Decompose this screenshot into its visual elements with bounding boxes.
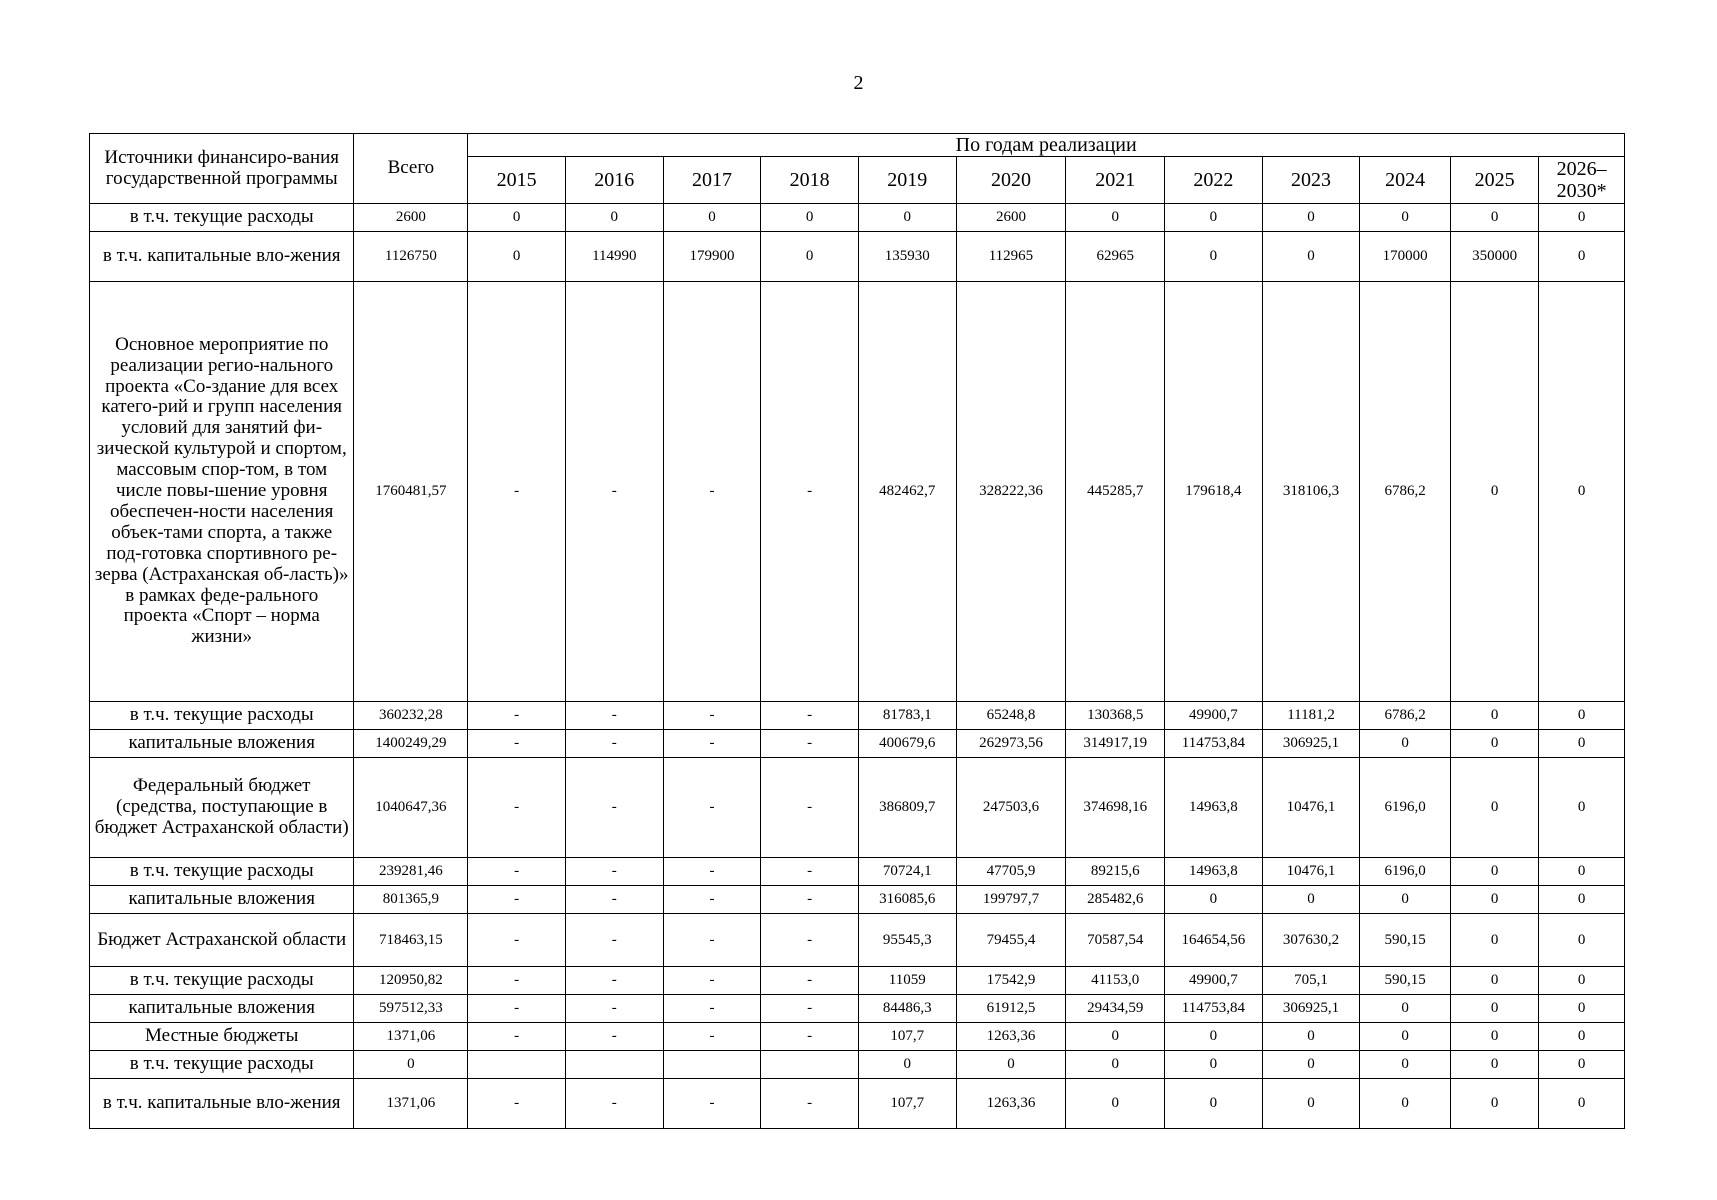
cell-value: 314917,19 — [1066, 730, 1165, 758]
cell-value: 49900,7 — [1165, 967, 1263, 995]
cell-value: 285482,6 — [1066, 886, 1165, 914]
header-total: Всего — [354, 134, 468, 204]
header-years-group: По годам реализации — [468, 134, 1625, 157]
row-total: 1126750 — [354, 232, 468, 282]
cell-value: 306925,1 — [1262, 730, 1360, 758]
cell-value: 29434,59 — [1066, 995, 1165, 1023]
cell-value: - — [761, 886, 859, 914]
cell-value: 0 — [1539, 1051, 1625, 1079]
cell-value: - — [761, 1079, 859, 1129]
cell-value: 386809,7 — [858, 758, 956, 858]
cell-value: - — [468, 730, 566, 758]
cell-value: 0 — [1539, 702, 1625, 730]
cell-value: - — [468, 1079, 566, 1129]
cell-value: 10476,1 — [1262, 758, 1360, 858]
row-label: капитальные вложения — [90, 730, 354, 758]
cell-value: 11059 — [858, 967, 956, 995]
cell-value: 307630,2 — [1262, 914, 1360, 967]
table-row — [90, 282, 1625, 702]
row-total: 0 — [354, 1051, 468, 1079]
cell-value: 6786,2 — [1360, 282, 1451, 702]
cell-value: 0 — [1539, 758, 1625, 858]
row-label: капитальные вложения — [90, 886, 354, 914]
cell-value: 0 — [1539, 995, 1625, 1023]
cell-value: 0 — [1539, 858, 1625, 886]
cell-value: 0 — [663, 204, 761, 232]
cell-value: 164654,56 — [1165, 914, 1263, 967]
cell-value: 0 — [1165, 886, 1263, 914]
cell-value: 705,1 — [1262, 967, 1360, 995]
header-year: 2022 — [1165, 157, 1263, 204]
cell-value: 0 — [1165, 1051, 1263, 1079]
cell-value — [468, 1051, 566, 1079]
cell-value: 0 — [1360, 1079, 1451, 1129]
cell-value: 14963,8 — [1165, 858, 1263, 886]
cell-value: 350000 — [1450, 232, 1538, 282]
header-source: Источники финансиро-вания государственной программы — [90, 134, 354, 204]
row-total: 1760481,57 — [354, 282, 468, 702]
row-total: 597512,33 — [354, 995, 468, 1023]
cell-value: - — [663, 914, 761, 967]
cell-value: 0 — [468, 204, 566, 232]
table-row — [90, 858, 1625, 886]
cell-value: 11181,2 — [1262, 702, 1360, 730]
cell-value: - — [663, 1079, 761, 1129]
table-row — [90, 967, 1625, 995]
financing-table — [89, 133, 1625, 1129]
cell-value: 0 — [1450, 914, 1538, 967]
cell-value: 114753,84 — [1165, 730, 1263, 758]
header-year: 2020 — [956, 157, 1066, 204]
header-year: 2023 — [1262, 157, 1360, 204]
cell-value: 135930 — [858, 232, 956, 282]
cell-value: - — [761, 967, 859, 995]
cell-value: 6196,0 — [1360, 858, 1451, 886]
cell-value: 0 — [1539, 282, 1625, 702]
cell-value: - — [468, 282, 566, 702]
cell-value: 0 — [1066, 1079, 1165, 1129]
cell-value: 130368,5 — [1066, 702, 1165, 730]
cell-value: 445285,7 — [1066, 282, 1165, 702]
table-row — [90, 204, 1625, 232]
cell-value: 482462,7 — [858, 282, 956, 702]
cell-value: - — [468, 858, 566, 886]
row-label: в т.ч. капитальные вло-жения — [90, 232, 354, 282]
cell-value: 0 — [1165, 1079, 1263, 1129]
cell-value: 0 — [1262, 1079, 1360, 1129]
cell-value: 84486,3 — [858, 995, 956, 1023]
cell-value: 0 — [1360, 1023, 1451, 1051]
row-label: Основное мероприятие по реализации регио-нального проекта «Со-здание для всех катего-рий и групп населения условий для занятий фи-зической культурой и спортом, массовым спор-том, в том числе повы-шение уровня обеспечен-ности населения объек-тами спорта, а также под-готовка спортивного ре-зерва (Астраханская об-ласть)» в рамках феде-рального проекта «Спорт – норма жизни» — [90, 282, 354, 702]
cell-value: - — [468, 886, 566, 914]
table-row — [90, 730, 1625, 758]
cell-value: 179900 — [663, 232, 761, 282]
cell-value: 400679,6 — [858, 730, 956, 758]
cell-value: 0 — [1450, 758, 1538, 858]
table-row — [90, 232, 1625, 282]
cell-value: 0 — [1450, 1051, 1538, 1079]
row-total: 1371,06 — [354, 1079, 468, 1129]
cell-value: 2600 — [956, 204, 1066, 232]
cell-value: - — [761, 282, 859, 702]
cell-value: 6786,2 — [1360, 702, 1451, 730]
page-number: 2 — [853, 72, 864, 94]
cell-value: 114753,84 — [1165, 995, 1263, 1023]
row-total: 239281,46 — [354, 858, 468, 886]
cell-value: 0 — [1262, 886, 1360, 914]
cell-value: 0 — [1539, 204, 1625, 232]
cell-value: 112965 — [956, 232, 1066, 282]
cell-value: 0 — [1450, 858, 1538, 886]
cell-value: 0 — [1539, 1023, 1625, 1051]
cell-value: 79455,4 — [956, 914, 1066, 967]
cell-value: 1263,36 — [956, 1079, 1066, 1129]
row-total: 801365,9 — [354, 886, 468, 914]
cell-value: 1263,36 — [956, 1023, 1066, 1051]
cell-value: - — [565, 758, 663, 858]
cell-value: - — [468, 1023, 566, 1051]
row-label: в т.ч. текущие расходы — [90, 967, 354, 995]
cell-value: - — [565, 1079, 663, 1129]
cell-value: - — [565, 995, 663, 1023]
cell-value: - — [761, 702, 859, 730]
cell-value: 0 — [1262, 1023, 1360, 1051]
cell-value: - — [761, 730, 859, 758]
cell-value: 0 — [1450, 204, 1538, 232]
cell-value: 17542,9 — [956, 967, 1066, 995]
cell-value: 0 — [1165, 1023, 1263, 1051]
header-year: 2016 — [565, 157, 663, 204]
table-row — [90, 914, 1625, 967]
cell-value: 0 — [1360, 730, 1451, 758]
table-row — [90, 886, 1625, 914]
cell-value: 306925,1 — [1262, 995, 1360, 1023]
cell-value: 47705,9 — [956, 858, 1066, 886]
cell-value: - — [565, 858, 663, 886]
cell-value: - — [565, 730, 663, 758]
cell-value: 81783,1 — [858, 702, 956, 730]
cell-value: 14963,8 — [1165, 758, 1263, 858]
cell-value: 0 — [1360, 886, 1451, 914]
cell-value: 0 — [1360, 1051, 1451, 1079]
cell-value: 0 — [1539, 886, 1625, 914]
row-label: в т.ч. текущие расходы — [90, 702, 354, 730]
cell-value: - — [663, 886, 761, 914]
row-total: 120950,82 — [354, 967, 468, 995]
cell-value: 0 — [1539, 1079, 1625, 1129]
cell-value: 0 — [565, 204, 663, 232]
cell-value: 0 — [1450, 1079, 1538, 1129]
cell-value: - — [468, 702, 566, 730]
cell-value: 0 — [1450, 995, 1538, 1023]
cell-value: - — [565, 1023, 663, 1051]
cell-value — [663, 1051, 761, 1079]
cell-value: 170000 — [1360, 232, 1451, 282]
cell-value: - — [468, 914, 566, 967]
header-year: 2025 — [1450, 157, 1538, 204]
cell-value: 0 — [1450, 730, 1538, 758]
cell-value: - — [663, 758, 761, 858]
cell-value: 0 — [1066, 1023, 1165, 1051]
row-total: 718463,15 — [354, 914, 468, 967]
cell-value: - — [468, 758, 566, 858]
cell-value: - — [663, 967, 761, 995]
cell-value: 0 — [858, 1051, 956, 1079]
cell-value: 0 — [1450, 702, 1538, 730]
cell-value: 0 — [1066, 1051, 1165, 1079]
cell-value: - — [663, 282, 761, 702]
cell-value: 0 — [761, 204, 859, 232]
cell-value: 179618,4 — [1165, 282, 1263, 702]
cell-value: - — [565, 886, 663, 914]
cell-value: - — [761, 995, 859, 1023]
row-label: Местные бюджеты — [90, 1023, 354, 1051]
cell-value: 0 — [1165, 232, 1263, 282]
cell-value: 70587,54 — [1066, 914, 1165, 967]
cell-value: 10476,1 — [1262, 858, 1360, 886]
cell-value: - — [761, 858, 859, 886]
cell-value: - — [663, 1023, 761, 1051]
cell-value: 0 — [1262, 204, 1360, 232]
cell-value: - — [761, 914, 859, 967]
cell-value: 0 — [1450, 967, 1538, 995]
cell-value: 0 — [1360, 204, 1451, 232]
cell-value: - — [468, 967, 566, 995]
cell-value: - — [761, 758, 859, 858]
row-label: Федеральный бюджет (средства, поступающие в бюджет Астраханской области) — [90, 758, 354, 858]
cell-value: 0 — [761, 232, 859, 282]
cell-value: 89215,6 — [1066, 858, 1165, 886]
cell-value: 107,7 — [858, 1023, 956, 1051]
header-year: 2026–2030* — [1539, 157, 1625, 204]
cell-value: 374698,16 — [1066, 758, 1165, 858]
cell-value: - — [468, 995, 566, 1023]
cell-value: 318106,3 — [1262, 282, 1360, 702]
row-total: 360232,28 — [354, 702, 468, 730]
table-row — [90, 758, 1625, 858]
cell-value: 0 — [1165, 204, 1263, 232]
cell-value: 0 — [1539, 730, 1625, 758]
cell-value: 590,15 — [1360, 967, 1451, 995]
cell-value: 199797,7 — [956, 886, 1066, 914]
cell-value: - — [761, 1023, 859, 1051]
header-year: 2017 — [663, 157, 761, 204]
cell-value: - — [663, 995, 761, 1023]
cell-value: 62965 — [1066, 232, 1165, 282]
table-row — [90, 1079, 1625, 1129]
cell-value: 95545,3 — [858, 914, 956, 967]
cell-value: - — [565, 702, 663, 730]
row-label: в т.ч. текущие расходы — [90, 204, 354, 232]
cell-value — [565, 1051, 663, 1079]
cell-value: 0 — [1539, 967, 1625, 995]
cell-value: 114990 — [565, 232, 663, 282]
table-row — [90, 1023, 1625, 1051]
cell-value: 328222,36 — [956, 282, 1066, 702]
table-row — [90, 1051, 1625, 1079]
cell-value: 0 — [1360, 995, 1451, 1023]
row-total: 1371,06 — [354, 1023, 468, 1051]
cell-value: 316085,6 — [858, 886, 956, 914]
row-total: 2600 — [354, 204, 468, 232]
row-label: Бюджет Астраханской области — [90, 914, 354, 967]
cell-value: 0 — [956, 1051, 1066, 1079]
header-year: 2021 — [1066, 157, 1165, 204]
cell-value: 262973,56 — [956, 730, 1066, 758]
header-year: 2019 — [858, 157, 956, 204]
row-total: 1400249,29 — [354, 730, 468, 758]
cell-value: 70724,1 — [858, 858, 956, 886]
cell-value: - — [565, 914, 663, 967]
header-year: 2018 — [761, 157, 859, 204]
row-label: в т.ч. капитальные вло-жения — [90, 1079, 354, 1129]
cell-value: 247503,6 — [956, 758, 1066, 858]
cell-value — [761, 1051, 859, 1079]
cell-value: 0 — [468, 232, 566, 282]
cell-value: 61912,5 — [956, 995, 1066, 1023]
row-label: в т.ч. текущие расходы — [90, 1051, 354, 1079]
table-row — [90, 995, 1625, 1023]
row-total: 1040647,36 — [354, 758, 468, 858]
cell-value: 0 — [1539, 914, 1625, 967]
cell-value: 0 — [1262, 1051, 1360, 1079]
cell-value: - — [565, 282, 663, 702]
cell-value: 0 — [1450, 886, 1538, 914]
cell-value: - — [663, 702, 761, 730]
row-label: в т.ч. текущие расходы — [90, 858, 354, 886]
cell-value: 0 — [1450, 1023, 1538, 1051]
cell-value: 0 — [1539, 232, 1625, 282]
cell-value: - — [663, 730, 761, 758]
header-year: 2015 — [468, 157, 566, 204]
cell-value: 0 — [858, 204, 956, 232]
cell-value: 0 — [1262, 232, 1360, 282]
cell-value: 0 — [1066, 204, 1165, 232]
row-label: капитальные вложения — [90, 995, 354, 1023]
header-year: 2024 — [1360, 157, 1451, 204]
cell-value: 107,7 — [858, 1079, 956, 1129]
cell-value: 49900,7 — [1165, 702, 1263, 730]
cell-value: 65248,8 — [956, 702, 1066, 730]
table-row — [90, 702, 1625, 730]
cell-value: - — [663, 858, 761, 886]
cell-value: 590,15 — [1360, 914, 1451, 967]
cell-value: 0 — [1450, 282, 1538, 702]
cell-value: 41153,0 — [1066, 967, 1165, 995]
cell-value: 6196,0 — [1360, 758, 1451, 858]
cell-value: - — [565, 967, 663, 995]
